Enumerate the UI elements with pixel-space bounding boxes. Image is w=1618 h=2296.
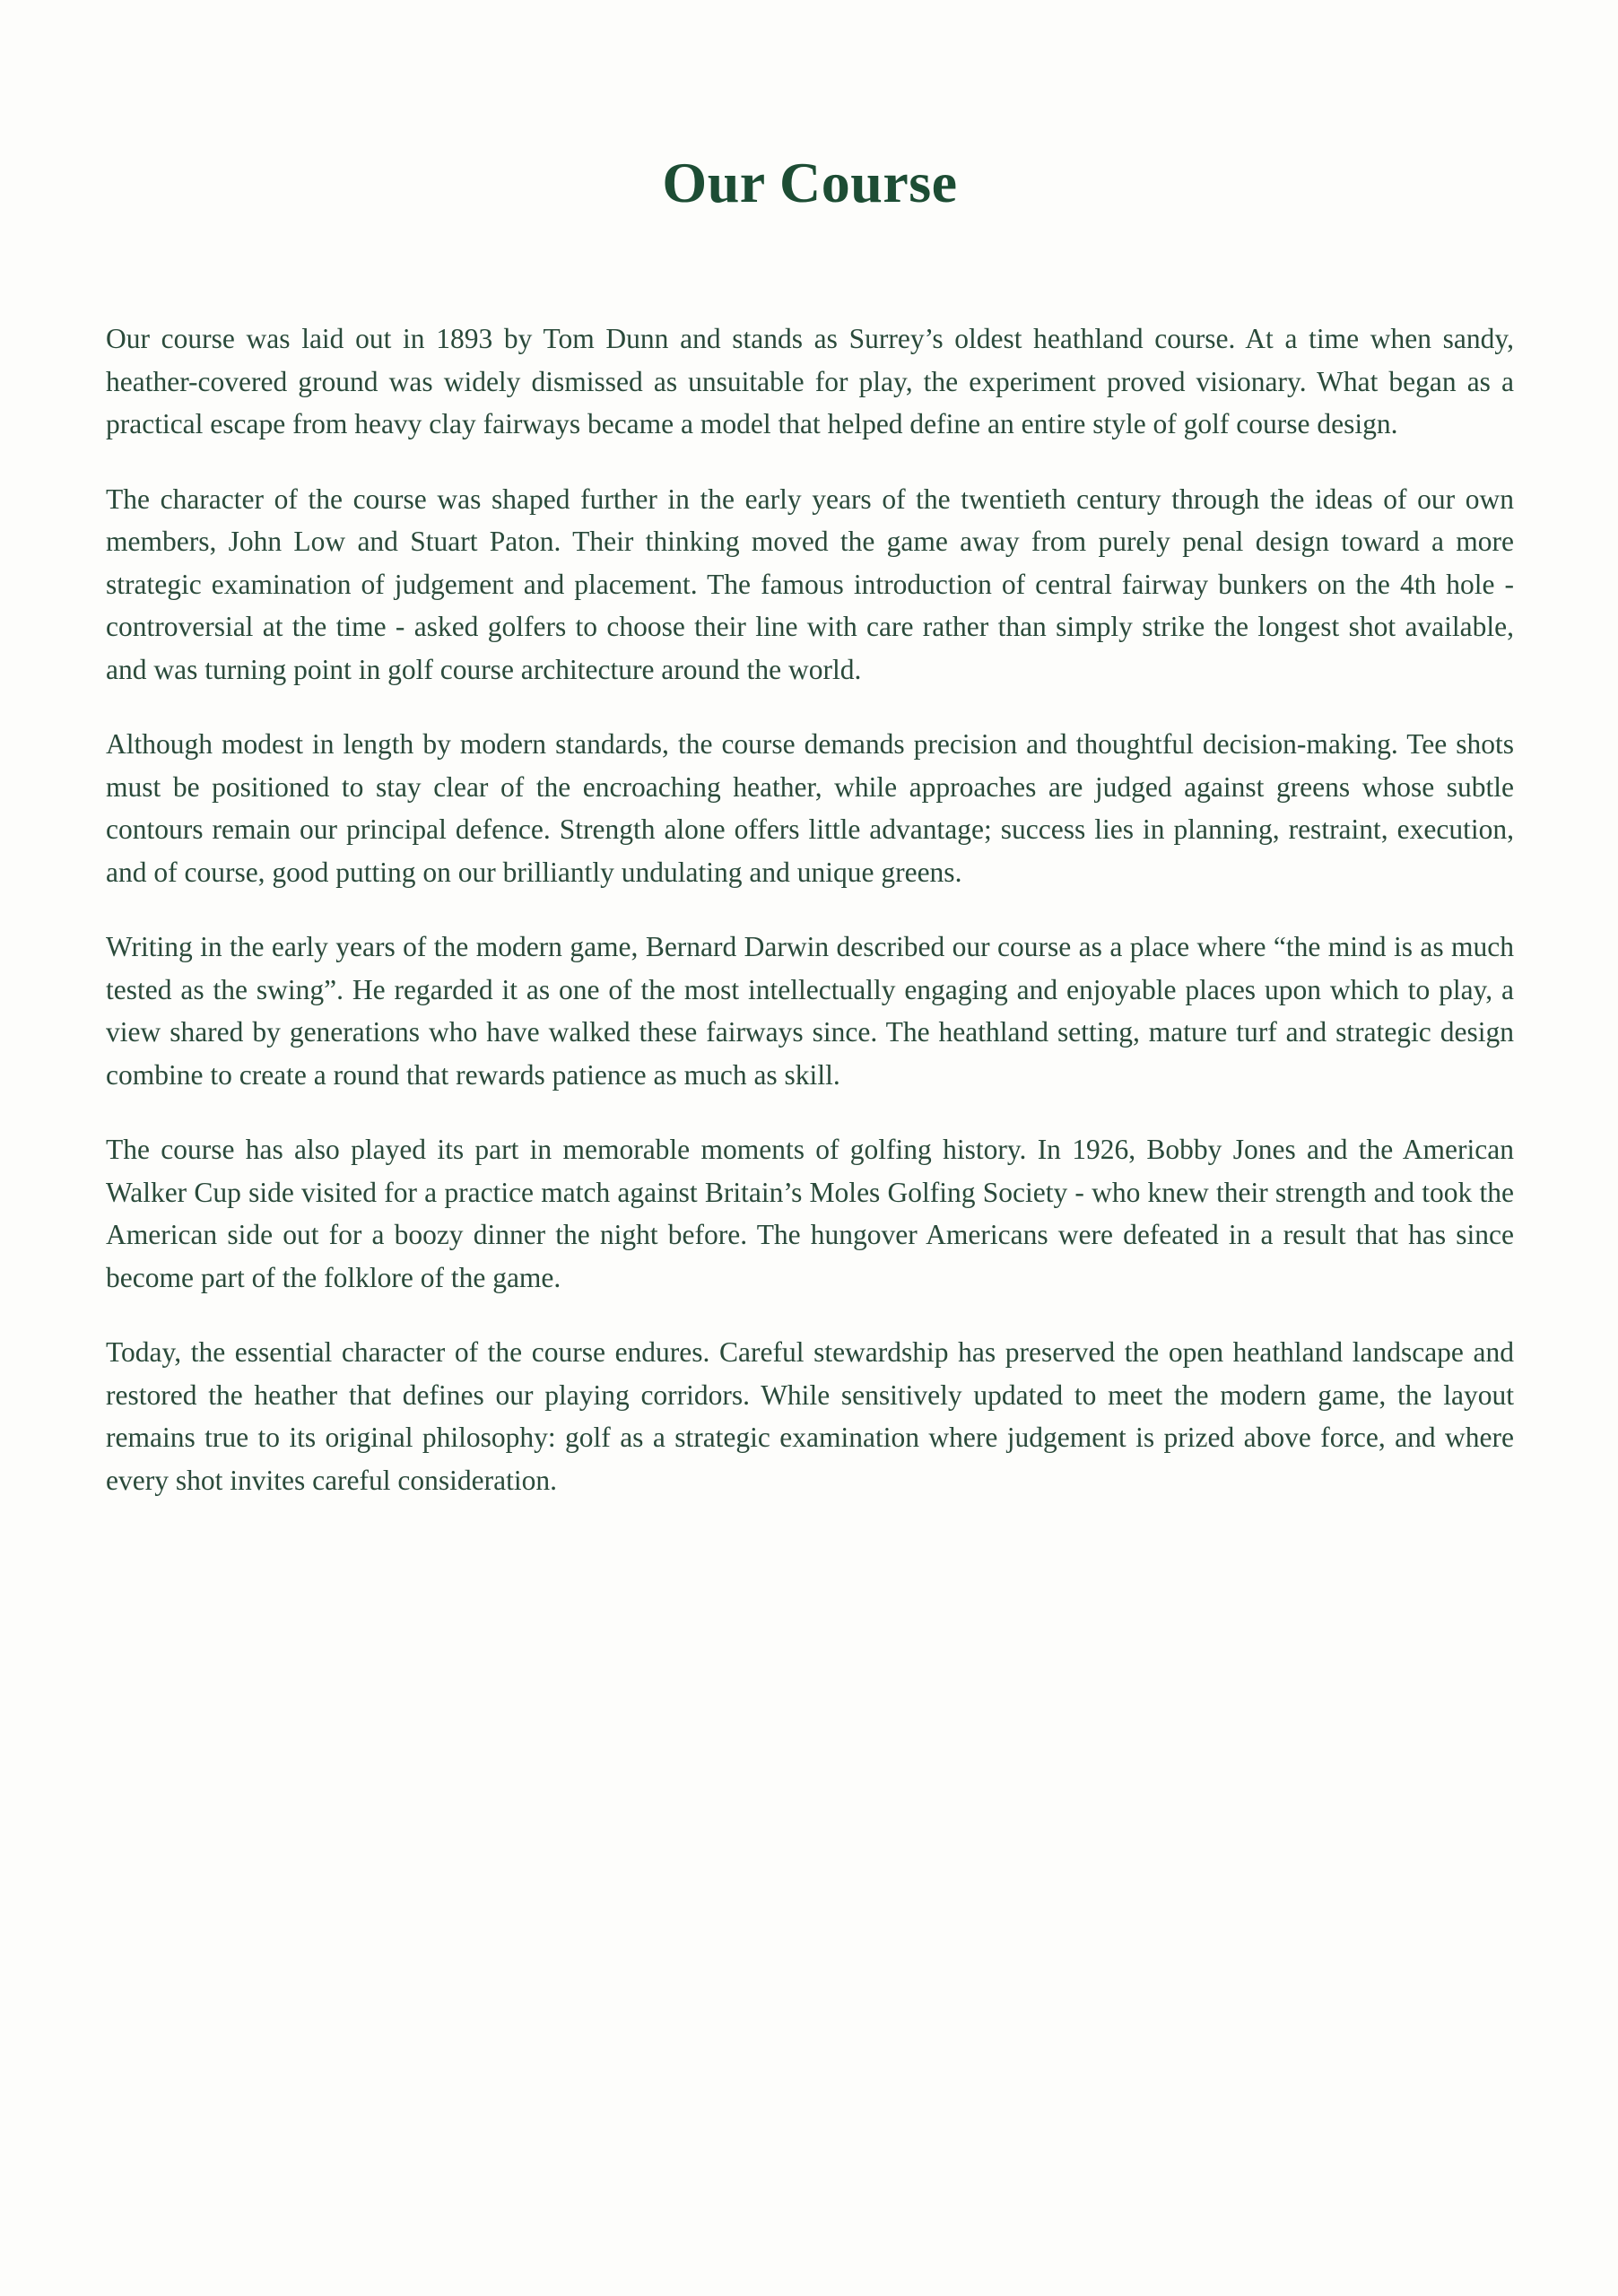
paragraph-3: Although modest in length by modern standards, the course demands precision and thoughtful decision-making. Tee shots must be positioned to stay clear of the encroaching heather, while approaches are judged against greens whose subtle contours remain our principal defence. Strength alone offers little advantage; success lies in planning, restraint, execution, and of course, good putting on our brilliantly undulating and unique greens. bbox=[106, 728, 1514, 888]
paragraph-2: The character of the course was shaped further in the early years of the twentieth century through the ideas of our own members, John Low and Stuart Paton. Their thinking moved the game away from purely penal design toward a more strategic examination of judgement and placement. The famous introduction of central fairway bunkers on the 4th hole - controversial at the time - asked golfers to choose their line with care rather than simply strike the longest shot available, and was turning point in golf course architecture around the world. bbox=[106, 483, 1514, 685]
paragraph-6: Today, the essential character of the course endures. Careful stewardship has preserved the open heathland landscape and restored the heather that defines our playing corridors. While sensitively updated to meet the modern game, the layout remains true to its original philosophy: golf as a strategic examination where judgement is prized above force, and where every shot invites careful consideration. bbox=[106, 1336, 1514, 1496]
document-content-column bbox=[106, 0, 1514, 1501]
paragraph-5: The course has also played its part in memorable moments of golfing history. In 1926, Bobby Jones and the American Walker Cup side visited for a practice match against Britain’s Moles Golfing Society - who knew their strength and took the American side out for a boozy dinner the night before. The hungover Americans were defeated in a result that has since become part of the folklore of the game. bbox=[106, 1134, 1514, 1293]
paragraph-4: Writing in the early years of the modern game, Bernard Darwin described our course as a place where “the mind is as much tested as the swing”. He regarded it as one of the most intellectually engaging and enjoyable places upon which to play, a view shared by generations who have walked these fairways since. The heathland setting, mature turf and strategic design combine to create a round that rewards patience as much as skill. bbox=[106, 931, 1514, 1091]
page-title: Our Course bbox=[662, 151, 958, 214]
paragraph-1: Our course was laid out in 1893 by Tom Dunn and stands as Surrey’s oldest heathland course. At a time when sandy, heather-covered ground was widely dismissed as unsuitable for play, the experiment proved visionary. What began as a practical escape from heavy clay fairways became a model that helped define an entire style of golf course design. bbox=[106, 323, 1514, 439]
document-body bbox=[106, 212, 1514, 1501]
